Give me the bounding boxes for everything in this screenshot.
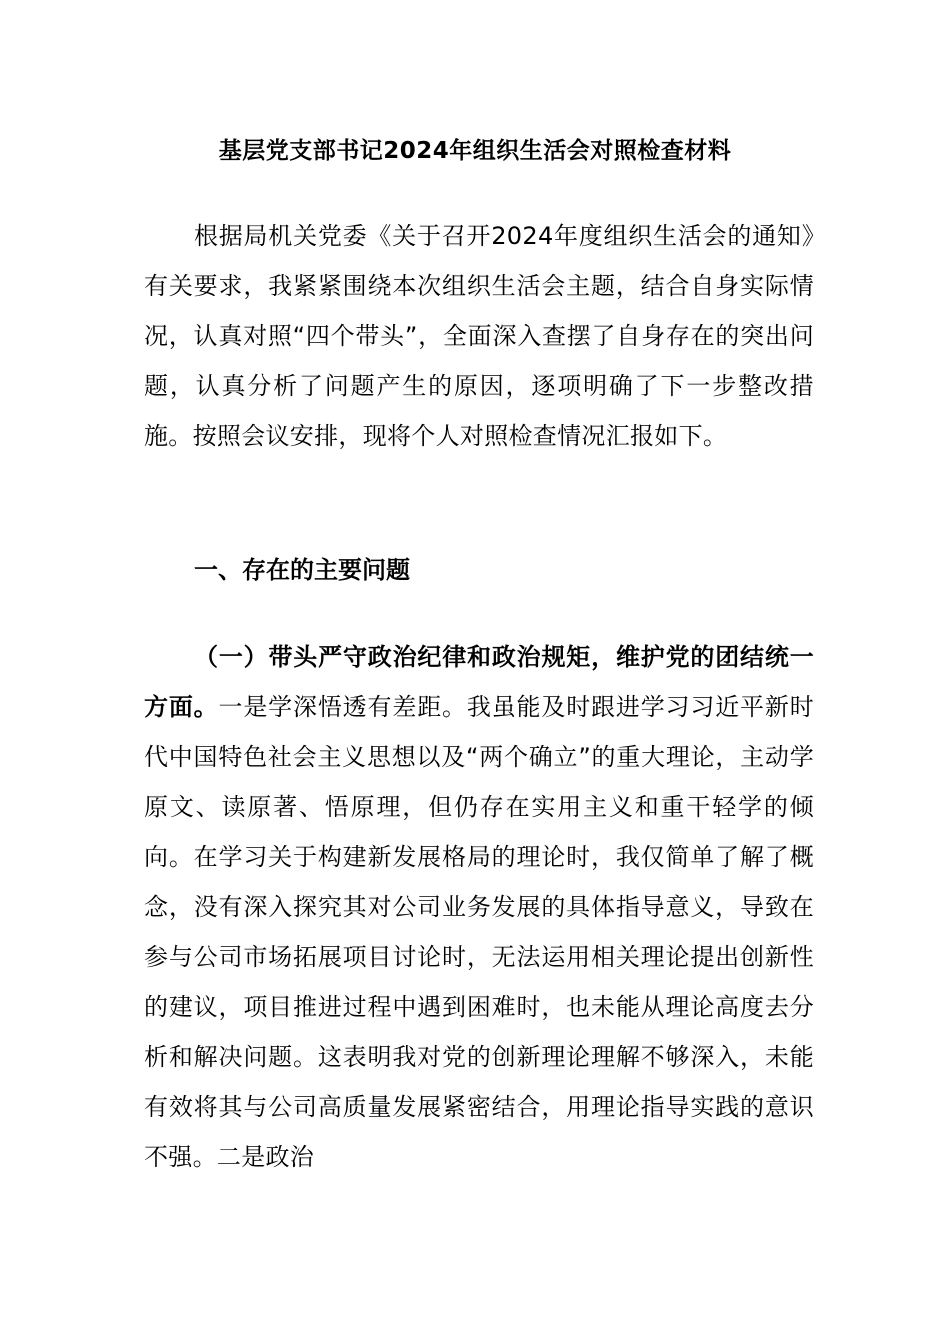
subsection-heading: （一）带头严守政治纪律和政治规矩，维护党的团结统一方面。 [144, 643, 814, 721]
document-title: 基层党支部书记2024年组织生活会对照检查材料 [218, 138, 732, 164]
section-heading-problems: 一、存在的主要问题 [194, 556, 410, 584]
subsection-paragraph [144, 632, 814, 1182]
intro-paragraph: 根据局机关党委《关于召开2024年度组织生活会的通知》有关要求，我紧紧围绕本次组织生活会主题，结合自身实际情况，认真对照“四个带头”，全面深入查摆了自身存在的突出问题，认真分析了问题产生的原因，逐项明确了下一步整改措施。按照会议安排，现将个人对照检查情况汇报如下。 [144, 222, 814, 450]
subsection-body: 一是学深悟透有差距。我虽能及时跟进学习习近平新时代中国特色社会主义思想以及“两个确立”的重大理论，主动学原文、读原著、悟原理，但仍存在实用主义和重干轻学的倾向。在学习关于构建新发展格局的理论时，我仅简单了解了概念，没有深入探究其对公司业务发展的具体指导意义，导致在参与公司市场拓展项目讨论时，无法运用相关理论提出创新性的建议，项目推进过程中遇到困难时，也未能从理论高度去分析和解决问题。这表明我对党的创新理论理解不够深入，未能有效将其与公司高质量发展紧密结合，用理论指导实践的意识不强。二是政治 [144, 693, 815, 1171]
